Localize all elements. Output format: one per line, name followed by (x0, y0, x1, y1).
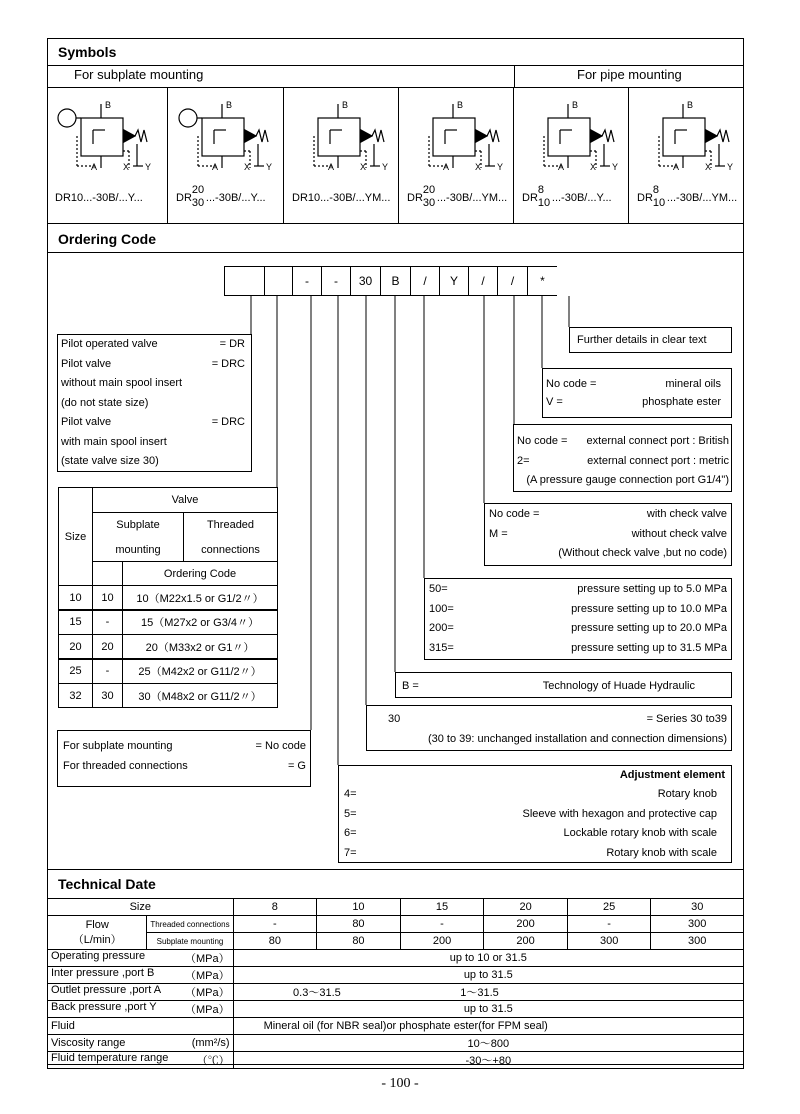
code-cell: / (410, 266, 440, 296)
option-text: (A pressure gauge connection port G1/4") (526, 474, 729, 486)
option-text: external connect port : British (586, 435, 729, 447)
option-code: No code = (517, 435, 568, 447)
table-row: Subplate mounting 80 80 200 200 300 300 (48, 933, 744, 950)
table-row: Back pressure ,port Y （MPa） up to 31.5 (48, 1001, 744, 1018)
table-row: Fluid Mineral oil (for NBR seal)or phosphate ester(for FPM seal) (48, 1018, 744, 1035)
mounting-box (57, 730, 311, 787)
table-row: Operating pressure （MPa） up to 10 or 31.5 (48, 950, 744, 967)
option-code: No code = (489, 508, 540, 520)
table-cell: 30（M48x2 or G11/2〃） (122, 683, 278, 708)
option-text: = DR (219, 338, 245, 350)
flow-label: Flow （L/min） (48, 916, 147, 950)
option-text: mineral oils (665, 378, 721, 390)
option-code: For threaded connections (63, 759, 188, 772)
table-row: Outlet pressure ,port A （MPa） 0.3～31.5 1～31.5 (48, 984, 744, 1001)
code-cell: - (321, 266, 351, 296)
symbol-label: DR 20 30 ...-30B/...Y... (176, 184, 266, 210)
option-code: Pilot valve (61, 416, 112, 428)
port-a-label: A (443, 162, 450, 172)
symbol-label: DR 20 30 ...-30B/...YM... (407, 184, 508, 210)
option-code: 315= (429, 641, 454, 654)
table-row: Viscosity range (mm²/s) 10～800 (48, 1035, 744, 1052)
table-cell: Size (58, 487, 93, 586)
connection-port-box (513, 424, 732, 492)
port-y-label: Y (497, 162, 504, 172)
port-x-label: X (244, 162, 251, 172)
port-x-label: X (590, 162, 597, 172)
port-a-label: A (91, 162, 98, 172)
table-row: Size 8 10 15 20 25 30 (48, 899, 744, 916)
symbol-label: DR 8 10 ...-30B/...Y... (522, 184, 612, 210)
adjustment-box (338, 765, 732, 863)
option-code: 200= (429, 622, 454, 634)
option-code: 50= (429, 583, 448, 595)
option-code: Pilot operated valve (61, 338, 158, 350)
table-cell: - (92, 659, 123, 684)
option-text: without check valve (631, 527, 727, 540)
table-cell: - (92, 610, 123, 635)
port-a-label: A (212, 162, 219, 172)
option-text: = No code (255, 740, 306, 752)
option-text: Sleeve with hexagon and protective cap (522, 807, 717, 820)
table-cell (92, 561, 123, 586)
symbol-label: DR10...-30B/...YM... (292, 192, 391, 204)
code-cell: * (527, 266, 557, 296)
table-cell: 20 (58, 634, 93, 659)
code-cell: - (292, 266, 322, 296)
table-cell: 20 (92, 634, 123, 659)
option-text: external connect port : metric (587, 454, 729, 467)
option-text: Rotary knob (657, 788, 717, 800)
table-cell: 10 (92, 585, 123, 610)
option-code: (state valve size 30) (61, 455, 159, 467)
option-code: No code = (546, 378, 597, 390)
option-code: 100= (429, 602, 454, 615)
port-b-label: B (105, 100, 112, 110)
option-text: pressure setting up to 10.0 MPa (571, 602, 727, 615)
port-b-label: B (572, 100, 579, 110)
port-y-label: Y (727, 162, 734, 172)
port-b-label: B (457, 100, 464, 110)
port-x-label: X (475, 162, 482, 172)
option-code: For subplate mounting (63, 740, 173, 752)
table-cell: Subplate mounting (92, 512, 184, 562)
option-text: phosphate ester (642, 396, 721, 408)
option-code: (do not state size) (61, 396, 149, 409)
port-y-label: Y (382, 162, 389, 172)
series-box: 30 = Series 30 to39 (30 to 39: unchanged installation and connection dimensions) (366, 705, 732, 751)
table-cell: Threaded connections (183, 512, 278, 562)
option-code: 7= (344, 846, 357, 859)
option-text: = DRC (211, 357, 245, 370)
option-text: pressure setting up to 20.0 MPa (571, 622, 727, 634)
option-text: (Without check valve ,but no code) (558, 547, 727, 559)
pressure-box (424, 578, 732, 660)
port-a-label: A (328, 162, 335, 172)
table-cell: 10 (58, 585, 93, 610)
table-cell: Ordering Code (122, 561, 278, 586)
size-label: Size (48, 899, 234, 916)
option-text: Lockable rotary knob with scale (563, 827, 717, 839)
code-cell: Y (439, 266, 469, 296)
code-cell: / (468, 266, 498, 296)
port-y-label: Y (612, 162, 619, 172)
valve-type-box (57, 334, 252, 472)
technical-title: Technical Date (58, 876, 156, 892)
port-a-label: A (673, 162, 680, 172)
option-code: 5= (344, 807, 357, 820)
adjustment-title: Adjustment element (619, 769, 725, 781)
symbol-label: DR10...-30B/...Y... (55, 192, 143, 204)
table-cell: 10（M22x1.5 or G1/2〃） (122, 585, 278, 610)
table-cell: 32 (58, 683, 93, 708)
table-cell: 30 (92, 683, 123, 708)
technology-box: B = Technology of Huade Hydraulic (395, 672, 732, 698)
table-cell: 20（M33x2 or G1〃） (122, 634, 278, 659)
port-a-label: A (558, 162, 565, 172)
option-code: with main spool insert (61, 435, 167, 448)
port-b-label: B (226, 100, 233, 110)
subplate-header: For subplate mounting (74, 67, 204, 82)
table-cell: 15（M27x2 or G3/4〃） (122, 610, 278, 635)
table-cell: 15 (58, 610, 93, 635)
option-code: 6= (344, 827, 357, 839)
port-x-label: X (123, 162, 130, 172)
option-text: pressure setting up to 31.5 MPa (571, 641, 727, 654)
code-cell: / (497, 266, 528, 296)
option-text: = G (287, 759, 306, 772)
symbol-label: DR 8 10 ...-30B/...YM... (637, 184, 738, 210)
option-code: Pilot valve (61, 357, 112, 370)
table-row: Flow （L/min） Threaded connections - 80 - 200 - 300 (48, 916, 744, 933)
ordering-title: Ordering Code (58, 231, 157, 247)
port-y-label: Y (145, 162, 152, 172)
port-x-label: X (360, 162, 367, 172)
port-b-label: B (687, 100, 694, 110)
option-text: with check valve (646, 508, 727, 520)
code-cell: B (380, 266, 411, 296)
option-text: = DRC (211, 416, 245, 428)
seal-box (542, 368, 732, 418)
option-text: Rotary knob with scale (606, 846, 717, 859)
port-x-label: X (705, 162, 712, 172)
option-code: M = (489, 527, 508, 540)
table-cell: Valve (92, 487, 278, 513)
code-cell: 30 (350, 266, 381, 296)
technical-table (47, 898, 744, 1069)
table-cell: 25 (58, 659, 93, 684)
option-code: 2= (517, 454, 530, 467)
port-b-label: B (342, 100, 349, 110)
table-cell: 25（M42x2 or G11/2〃） (122, 659, 278, 684)
check-valve-box (484, 503, 732, 566)
option-code: without main spool insert (61, 377, 183, 389)
option-text: pressure setting up to 5.0 MPa (577, 583, 727, 595)
further-details-box: Further details in clear text (569, 327, 732, 353)
divider (47, 869, 744, 870)
page-number: - 100 - (381, 1076, 419, 1091)
port-y-label: Y (266, 162, 273, 172)
symbols-title: Symbols (58, 44, 117, 60)
table-row: Inter pressure ,port B （MPa） up to 31.5 (48, 967, 744, 984)
option-code: V = (546, 396, 563, 408)
option-code: 4= (344, 788, 357, 800)
table-row: Fluid temperature range （℃） -30～+80 (48, 1052, 744, 1069)
pipe-header: For pipe mounting (577, 67, 682, 82)
